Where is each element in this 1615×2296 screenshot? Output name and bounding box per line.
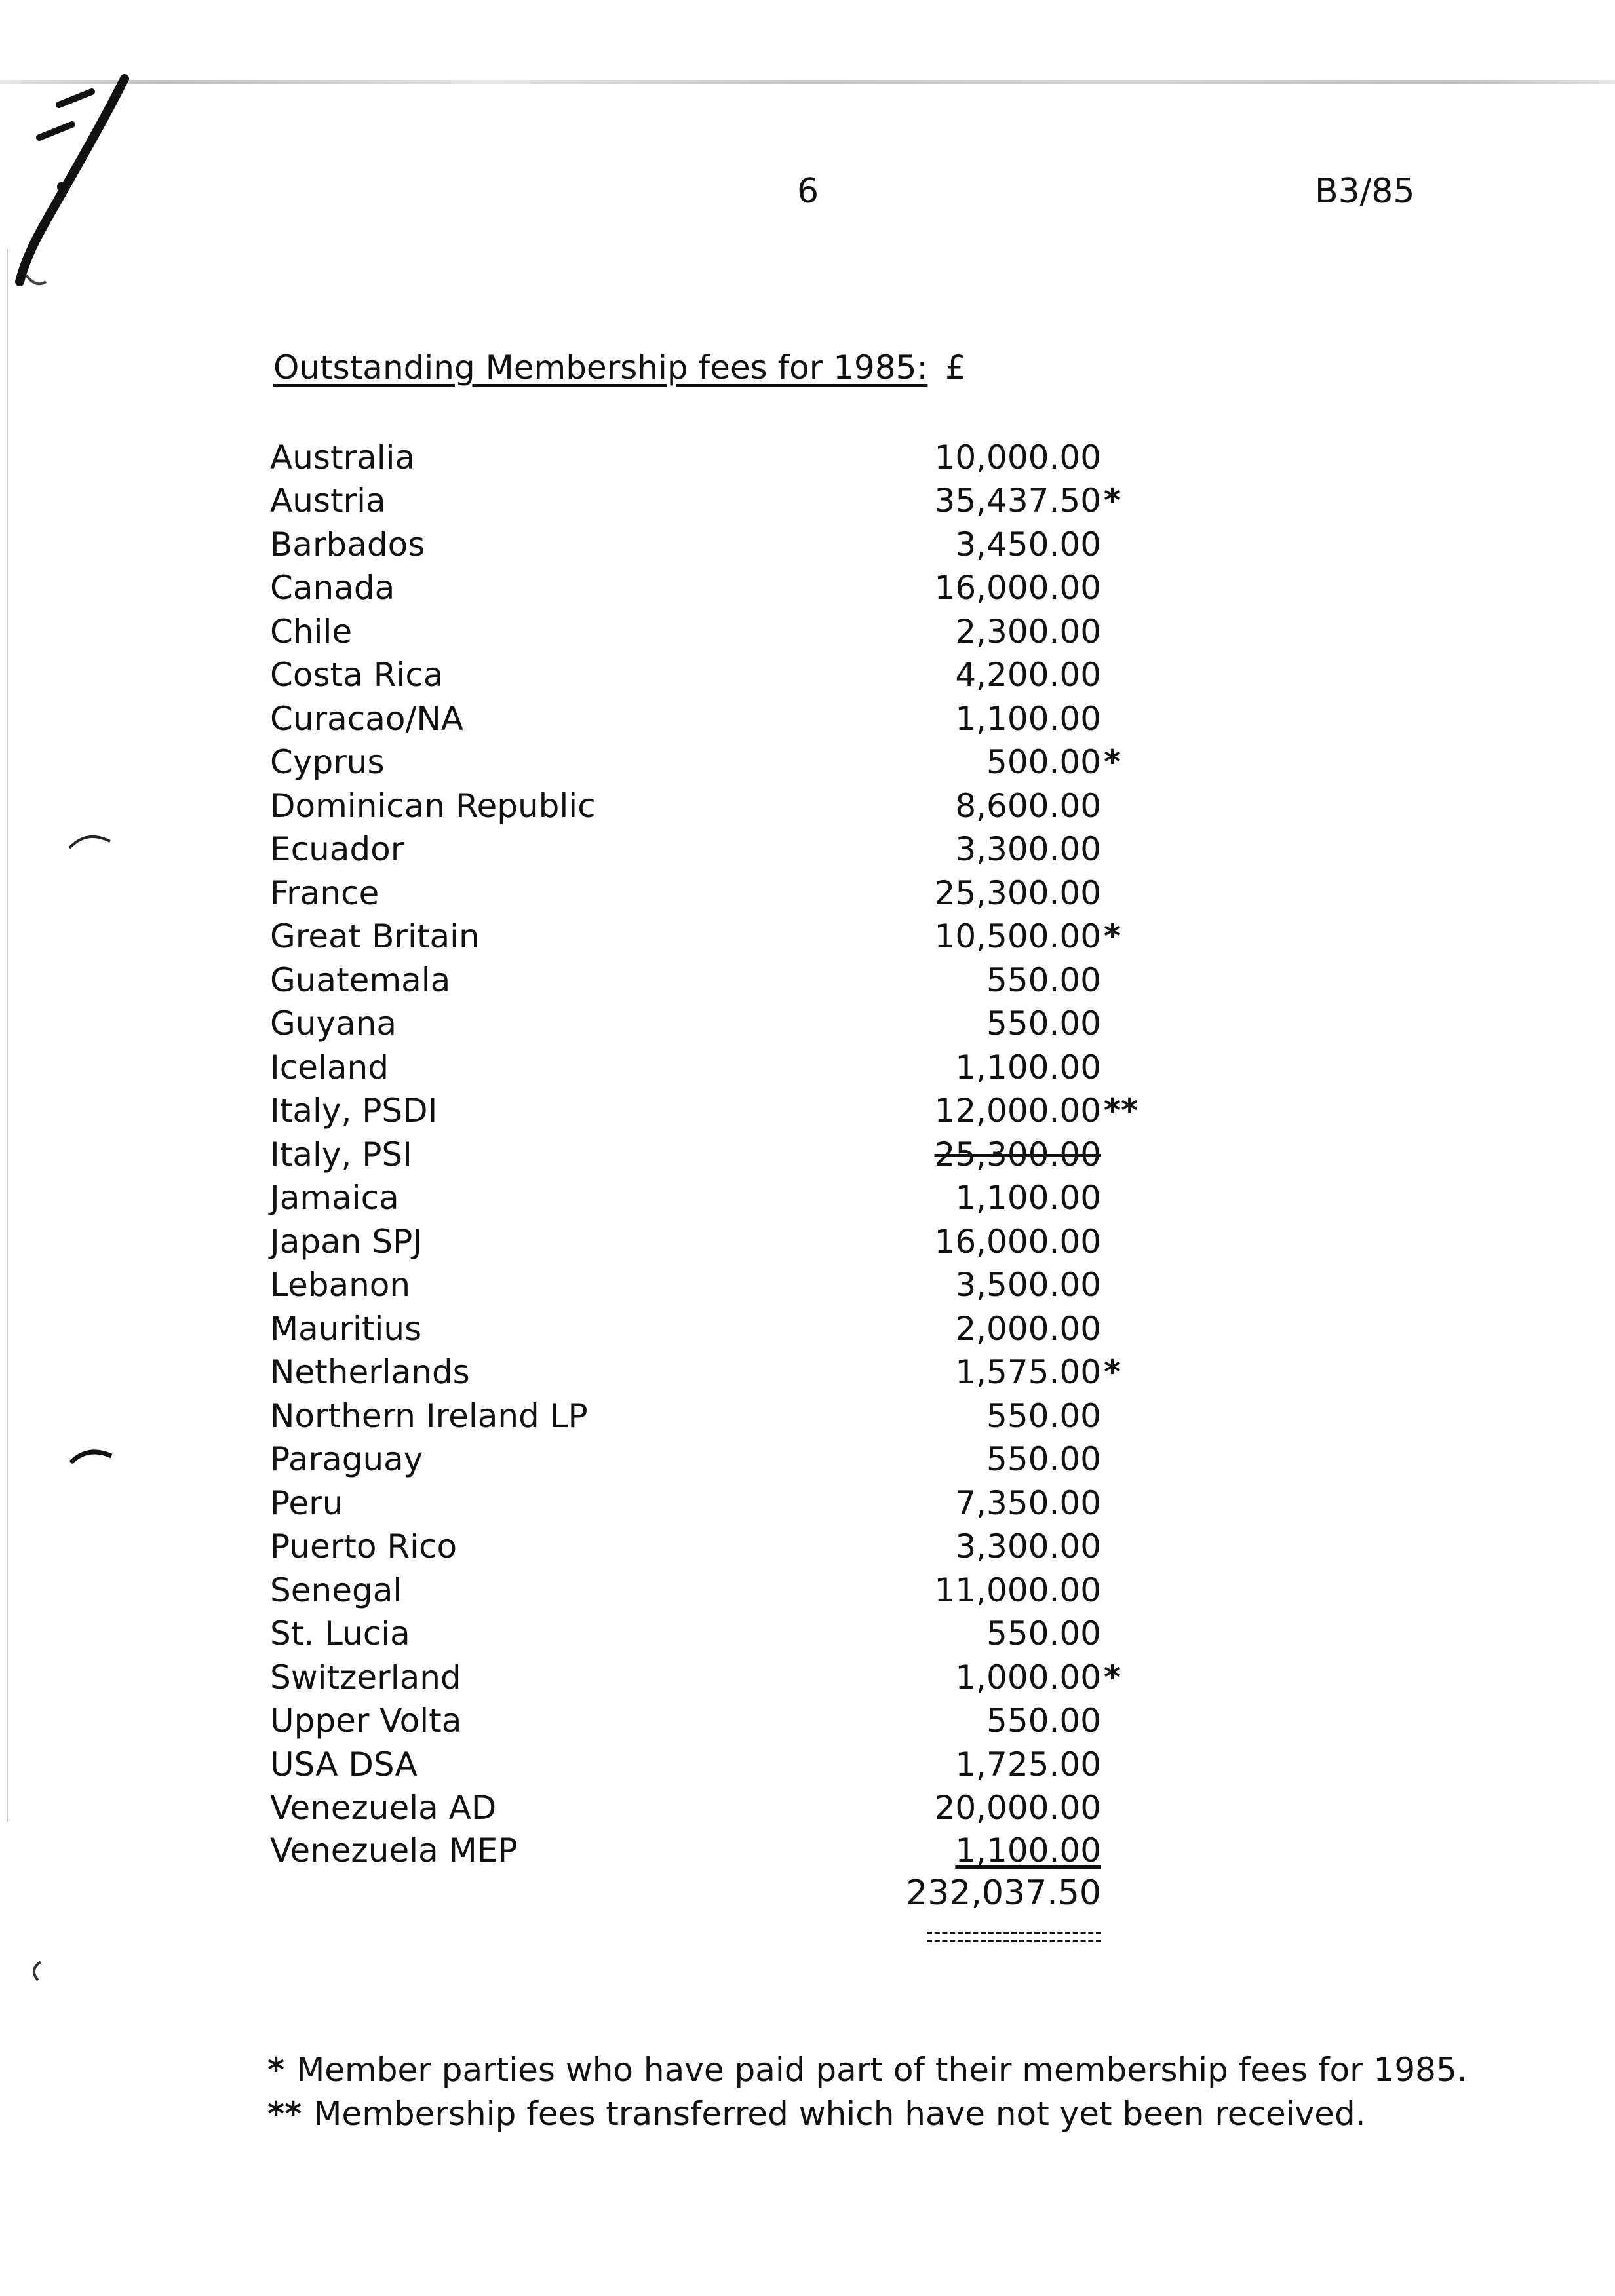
country-name: Puerto Rico <box>270 1527 457 1565</box>
country-name: Venezuela MEP <box>270 1831 518 1869</box>
country-name: St. Lucia <box>270 1615 410 1653</box>
country-name: Paraguay <box>270 1440 423 1478</box>
total-double-rule <box>927 1932 1101 1942</box>
table-row <box>270 1394 1175 1438</box>
country-name: USA DSA <box>270 1746 418 1784</box>
country-name: Switzerland <box>270 1658 461 1696</box>
table-row <box>270 566 1175 609</box>
country-name: Costa Rica <box>270 656 444 694</box>
table-row <box>270 1525 1175 1568</box>
fee-amount: 1,725.00 <box>955 1746 1101 1784</box>
country-name: Ecuador <box>270 830 404 868</box>
country-name: Guatemala <box>270 961 451 999</box>
fee-amount: 550.00 <box>986 1440 1101 1478</box>
table-row <box>270 1743 1175 1786</box>
table-row <box>270 1263 1175 1307</box>
fee-amount: 4,200.00 <box>955 656 1101 694</box>
fee-amount: 1,575.00 <box>955 1353 1101 1391</box>
footnote-symbol: ** <box>267 2095 302 2133</box>
fee-amount: 500.00 <box>986 743 1101 781</box>
table-row <box>270 1002 1175 1045</box>
fee-amount: 2,000.00 <box>955 1310 1101 1348</box>
table-row <box>270 871 1175 915</box>
fee-amount: 8,600.00 <box>955 787 1101 825</box>
table-row <box>270 1046 1175 1089</box>
country-name: Chile <box>270 613 353 651</box>
table-row <box>270 784 1175 828</box>
table-row <box>270 1656 1175 1699</box>
table-row <box>270 1829 1175 1872</box>
footnote-marker: * <box>1104 743 1121 781</box>
fee-amount: 1,100.00 <box>955 1831 1101 1869</box>
table-row <box>270 1089 1175 1132</box>
fee-amount: 550.00 <box>986 1615 1101 1653</box>
table-row <box>270 1699 1175 1742</box>
fee-amount: 550.00 <box>986 1702 1101 1740</box>
table-row <box>270 697 1175 740</box>
table-row <box>270 523 1175 566</box>
table-row <box>270 1438 1175 1481</box>
table-row <box>270 828 1175 871</box>
country-name: Curacao/NA <box>270 700 463 738</box>
fee-amount: 3,500.00 <box>955 1266 1101 1304</box>
fee-amount: 20,000.00 <box>934 1789 1101 1827</box>
table-row <box>270 1176 1175 1219</box>
footnote-marker: * <box>1104 917 1121 955</box>
table-row <box>270 1307 1175 1350</box>
table-row <box>270 1220 1175 1263</box>
table-row <box>270 1350 1175 1394</box>
fee-amount: 25,300.00 <box>934 1136 1101 1174</box>
country-name: Dominican Republic <box>270 787 596 825</box>
footnote-marker: ** <box>1104 1092 1138 1130</box>
country-name: Great Britain <box>270 917 480 955</box>
footnote-text: Membership fees transferred which have not yet been received. <box>313 2095 1366 2133</box>
page-number: 6 <box>797 172 819 211</box>
footnote <box>267 2051 1468 2089</box>
country-name: Iceland <box>270 1048 389 1086</box>
country-name: Austria <box>270 482 386 520</box>
country-name: Italy, PSDI <box>270 1092 438 1130</box>
footnote-marker: * <box>1104 1658 1121 1696</box>
fee-amount: 7,350.00 <box>955 1484 1101 1522</box>
fee-amount: 3,450.00 <box>955 526 1101 564</box>
table-row <box>270 653 1175 697</box>
country-name: Australia <box>270 438 416 476</box>
footnote-text: Member parties who have paid part of their membership fees for 1985. <box>296 2051 1468 2089</box>
country-name: Cyprus <box>270 743 385 781</box>
country-name: Peru <box>270 1484 343 1522</box>
table-row <box>270 915 1175 958</box>
fee-amount: 12,000.00 <box>934 1092 1101 1130</box>
country-name: Mauritius <box>270 1310 422 1348</box>
fee-amount: 10,000.00 <box>934 438 1101 476</box>
fee-amount: 16,000.00 <box>934 569 1101 607</box>
footnote-symbol: * <box>267 2051 285 2089</box>
country-name: Japan SPJ <box>270 1223 422 1261</box>
table-row <box>270 1482 1175 1525</box>
country-name: Canada <box>270 569 395 607</box>
table-row <box>270 479 1175 522</box>
footnote <box>267 2095 1366 2133</box>
fee-amount: 1,100.00 <box>955 1179 1101 1217</box>
country-name: Venezuela AD <box>270 1789 497 1827</box>
fee-amount: 1,100.00 <box>955 700 1101 738</box>
country-name: Senegal <box>270 1571 402 1609</box>
country-name: Barbados <box>270 526 425 564</box>
total-amount: 232,037.50 <box>906 1873 1101 1913</box>
country-name: France <box>270 874 379 912</box>
fee-amount: 25,300.00 <box>934 874 1101 912</box>
fee-amount: 2,300.00 <box>955 613 1101 651</box>
country-name: Lebanon <box>270 1266 411 1304</box>
fee-amount: 550.00 <box>986 1397 1101 1435</box>
country-name: Netherlands <box>270 1353 470 1391</box>
table-row <box>270 610 1175 653</box>
fee-amount: 550.00 <box>986 1004 1101 1043</box>
table-row <box>270 1569 1175 1612</box>
country-name: Upper Volta <box>270 1702 462 1740</box>
fee-amount: 10,500.00 <box>934 917 1101 955</box>
fee-amount: 3,300.00 <box>955 1527 1101 1565</box>
fee-amount: 35,437.50 <box>934 482 1101 520</box>
fee-amount: 16,000.00 <box>934 1223 1101 1261</box>
table-row <box>270 740 1175 784</box>
currency-symbol: £ <box>945 349 966 387</box>
table-row <box>270 959 1175 1002</box>
footnote-marker: * <box>1104 482 1121 520</box>
table-row <box>270 1612 1175 1655</box>
footnote-marker: * <box>1104 1353 1121 1391</box>
table-row <box>270 436 1175 479</box>
table-heading: Outstanding Membership fees for 1985: <box>273 349 928 387</box>
country-name: Jamaica <box>270 1179 399 1217</box>
fee-amount: 1,000.00 <box>955 1658 1101 1696</box>
fee-amount: 11,000.00 <box>934 1571 1101 1609</box>
table-row <box>270 1133 1175 1176</box>
fee-amount: 3,300.00 <box>955 830 1101 868</box>
fee-amount: 1,100.00 <box>955 1048 1101 1086</box>
country-name: Guyana <box>270 1004 397 1043</box>
country-name: Italy, PSI <box>270 1136 412 1174</box>
country-name: Northern Ireland LP <box>270 1397 588 1435</box>
document-reference: B3/85 <box>1315 172 1415 211</box>
table-row <box>270 1786 1175 1829</box>
fee-amount: 550.00 <box>986 961 1101 999</box>
